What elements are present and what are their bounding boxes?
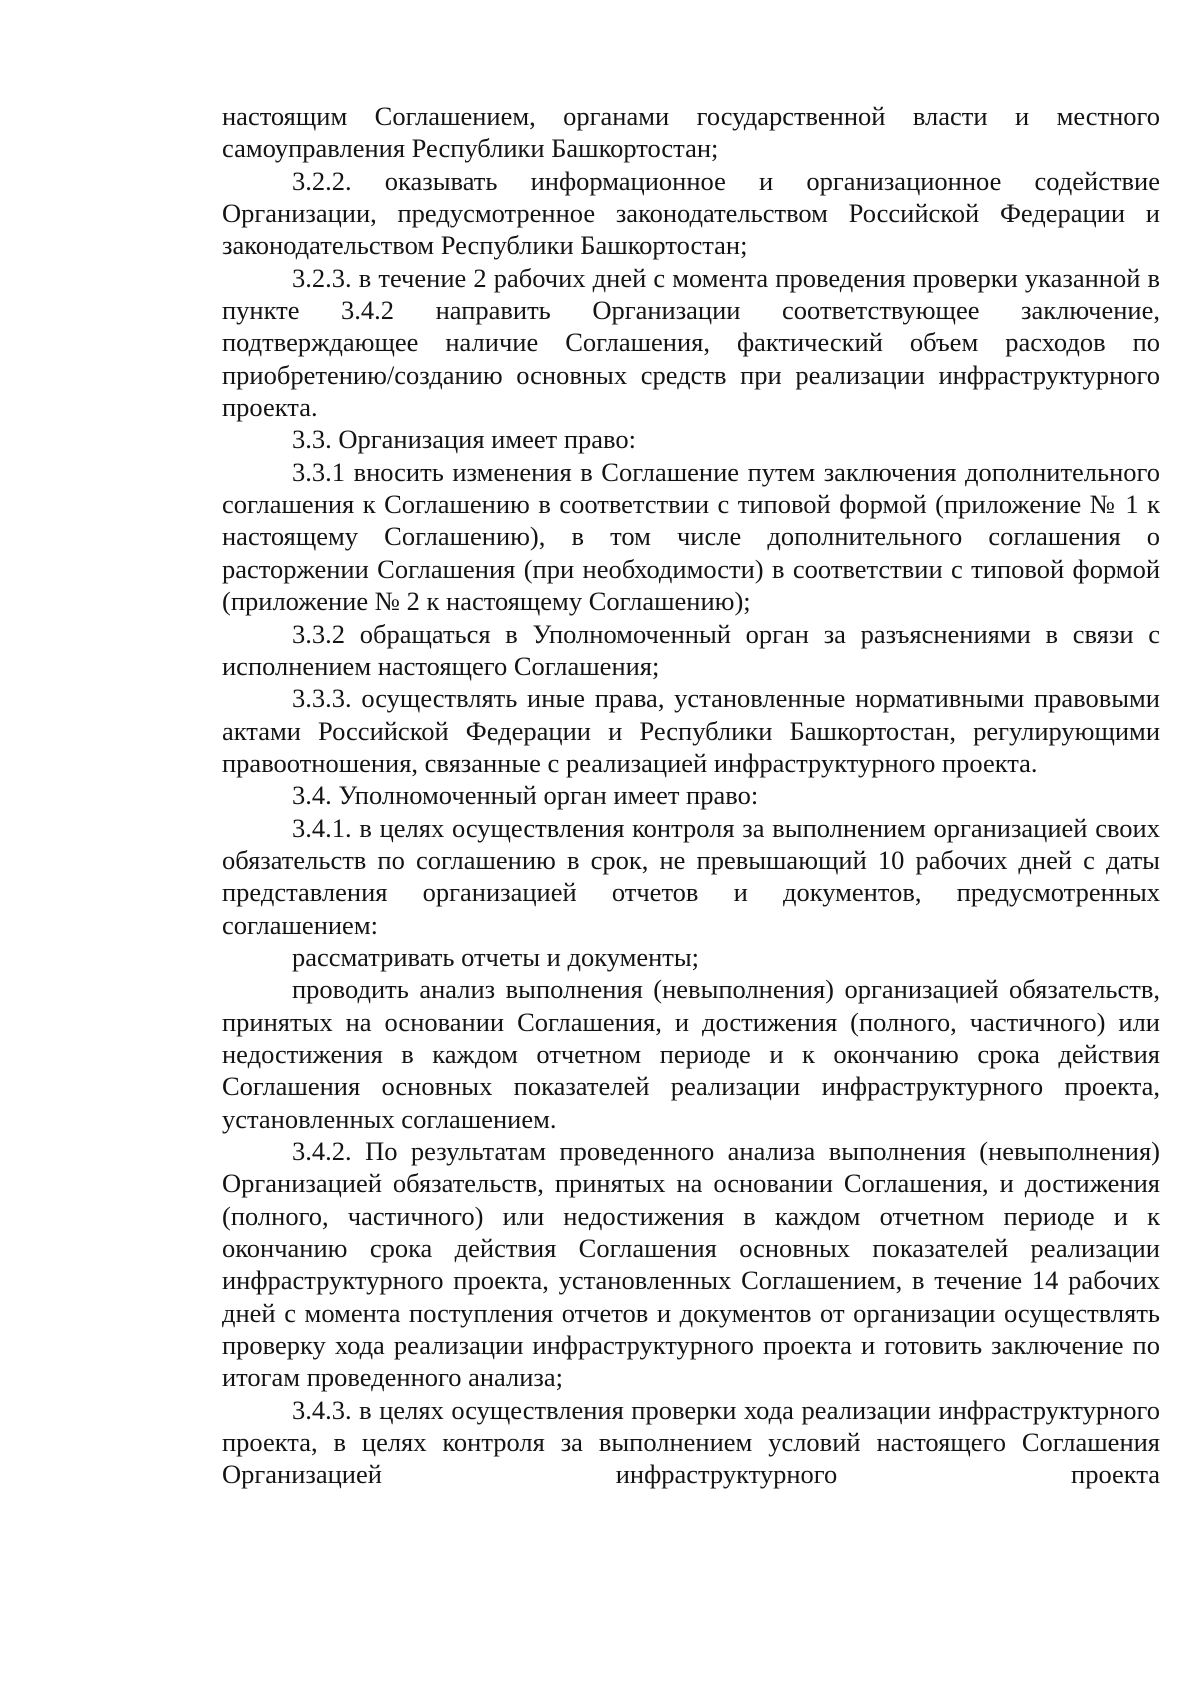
clause-3-4-heading: 3.4. Уполномоченный орган имеет право: — [292, 780, 759, 811]
clause-3-4-1-item-analysis: проводить анализ выполнения (невыполнения) организацией обязательств, принятых на основании Соглашения, и достижения (полного, частичного) или недостижения в каждом отчетном периоде и к окончанию срока действия Соглашения основных показателей реализации инфраструктурного проекта, установленных соглашением. — [222, 974, 1160, 1134]
clause-3-3-2: 3.3.2 обращаться в Уполномоченный орган за разъяснениями в связи с исполнением настоящего Соглашения; — [222, 618, 1160, 681]
document-body — [222, 100, 1160, 1491]
clause-3-3-1: 3.3.1 вносить изменения в Соглашение путем заключения дополнительного соглашения к Соглашению в соответствии с типовой формой (приложение № 1 к настоящему Соглашению), в том числе дополнительного соглашения о расторжении Соглашения (при необходимости) в соответствии с типовой формой (приложение № 2 к настоящему Соглашению); — [222, 456, 1160, 617]
clause-3-3-3: 3.3.3. осуществлять иные права, установленные нормативными правовыми актами Российской Федерации и Республики Башкортостан, регулирующими правоотношения, связанные с реализацией инфраструктурного проекта. — [222, 683, 1160, 778]
clause-3-2-3: 3.2.3. в течение 2 рабочих дней с момента проведения проверки указанной в пункте 3.4.2 направить Организации соответствующее заключение, подтверждающее наличие Соглашения, фактический объем расходов по приобретению/созданию основных средств при реализации инфраструктурного проекта. — [222, 262, 1160, 423]
clause-3-2-2: 3.2.2. оказывать информационное и организационное содействие Организации, предусмотренное законодательством Российской Федерации и законодательством Республики Башкортостан; — [222, 165, 1160, 261]
paragraph-continuation: настоящим Соглашением, органами государственной власти и местного самоуправления Республики Башкортостан; — [222, 101, 1160, 164]
clause-3-4-1-item-review: рассматривать отчеты и документы; — [292, 941, 700, 972]
clause-3-4-3: 3.4.3. в целях осуществления проверки хода реализации инфраструктурного проекта, в целях контроля за выполнением условий настоящего Соглашения Организацией инфраструктурного проекта — [222, 1394, 1160, 1490]
clause-3-4-1: 3.4.1. в целях осуществления контроля за выполнением организацией своих обязательств по соглашению в срок, не превышающий 10 рабочих дней с даты представления организацией отчетов и документов, предусмотренных соглашением: — [222, 812, 1160, 940]
clause-3-3-heading: 3.3. Организация имеет право: — [292, 424, 636, 455]
clause-3-4-2: 3.4.2. По результатам проведенного анализа выполнения (невыполнения) Организацией обязательств, принятых на основании Соглашения, и достижения (полного, частичного) или недостижения в каждом отчетном периоде и к окончанию срока действия Соглашения основных показателей реализации инфраструктурного проекта, установленных Соглашением, в течение 14 рабочих дней с момента поступления отчетов и документов от организации осуществлять проверку хода реализации инфраструктурного проекта и готовить заключение по итогам проведенного анализа; — [222, 1136, 1160, 1393]
